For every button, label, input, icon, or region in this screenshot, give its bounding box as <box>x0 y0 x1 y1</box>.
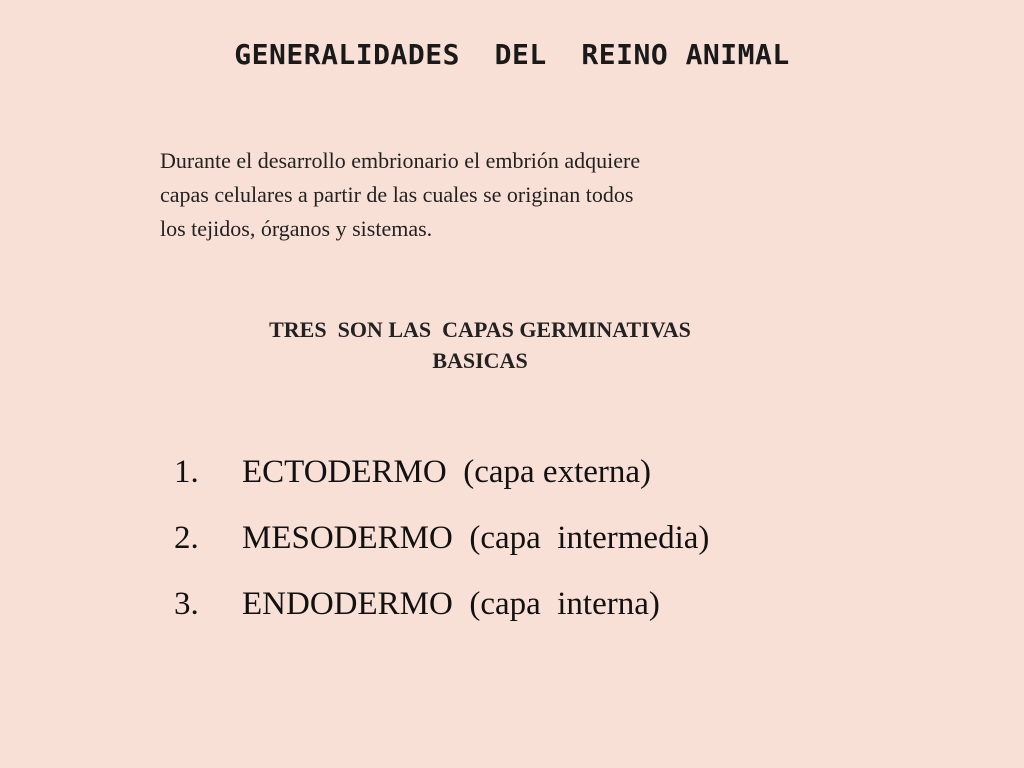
subheading <box>180 314 780 376</box>
list-item-label: MESODERMO (capa intermedia) <box>242 520 710 556</box>
intro-paragraph <box>160 144 820 246</box>
list-number: 2. <box>174 520 199 556</box>
subheading-line: BASICAS <box>432 348 528 373</box>
list-item-label: ECTODERMO (capa externa) <box>242 454 652 490</box>
list-number: 1. <box>174 454 199 490</box>
intro-line: Durante el desarrollo embrionario el embrión adquiere <box>160 148 641 173</box>
subheading-line: TRES SON LAS CAPAS GERMINATIVAS <box>269 317 691 342</box>
list-number: 3. <box>174 586 199 622</box>
list-item-endoderm <box>174 586 934 652</box>
intro-line: capas celulares a partir de las cuales se originan todos <box>160 182 634 207</box>
list-item-mesoderm <box>174 520 934 586</box>
germ-layers-list <box>174 454 934 652</box>
list-item-ectoderm <box>174 454 934 520</box>
list-item-label: ENDODERMO (capa interna) <box>242 586 660 622</box>
slide-title: GENERALIDADES DEL REINO ANIMAL <box>234 38 790 71</box>
intro-line: los tejidos, órganos y sistemas. <box>160 216 433 241</box>
